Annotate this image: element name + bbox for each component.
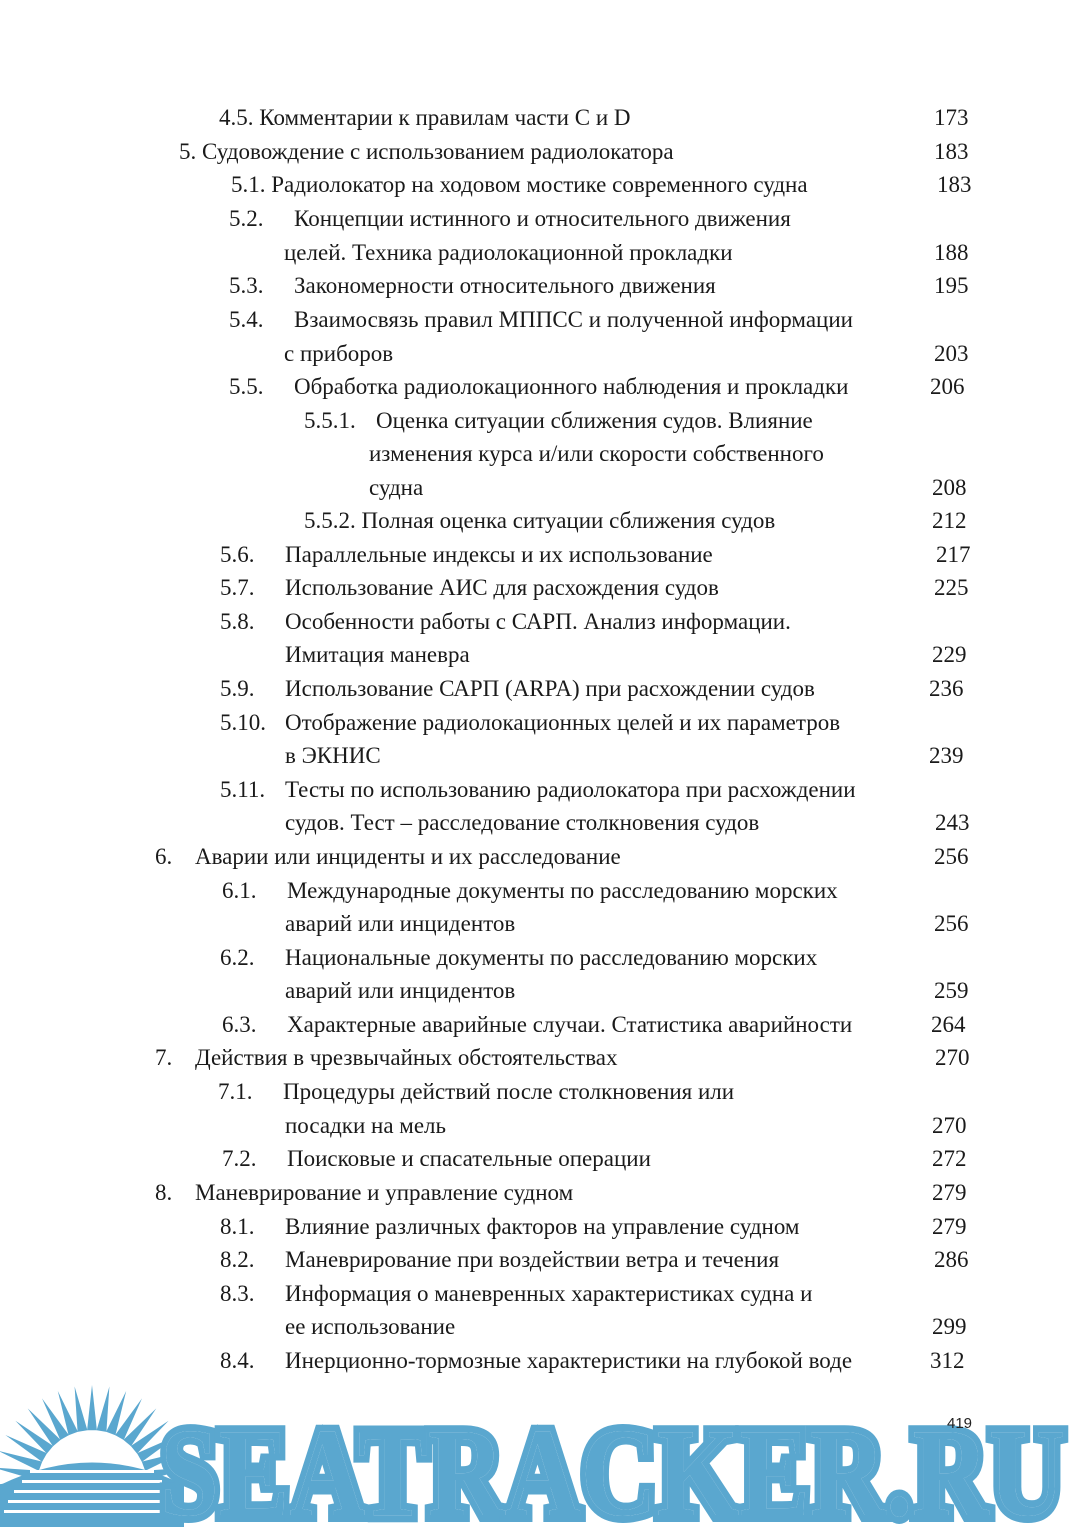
page-number: 419 (947, 1415, 973, 1432)
toc-page: 279 (932, 1214, 967, 1239)
toc-entry-5-5-1: Оценка ситуации сближения судов. Влияние (376, 408, 813, 433)
watermark-text-fill: SEATRACKER.RU (160, 1404, 1065, 1527)
toc-num: 8.1. (220, 1214, 255, 1239)
toc-entry-cont: изменения курса и/или скорости собственного (369, 441, 824, 466)
toc-entry-5-11: Тесты по использованию радиолокатора при расхождении (285, 777, 856, 802)
toc-entry-8: Маневрирование и управление судном (195, 1180, 574, 1205)
watermark-text: SEATRACKER.RU (160, 1404, 1065, 1527)
toc-page: 229 (932, 642, 967, 667)
seatracker-watermark (0, 1370, 1080, 1527)
toc-entry-7-2: Поисковые и спасательные операции (287, 1146, 651, 1171)
toc-page: 256 (934, 844, 969, 869)
toc-entry-cont: аварий или инцидентов (285, 911, 516, 936)
toc-num: 5.3. (229, 273, 264, 298)
toc-entry-4-5: 4.5. Комментарии к правилам части C и D (219, 105, 631, 130)
toc-num: 5.11. (220, 777, 266, 802)
toc-entry-8-3: Информация о маневренных характеристиках судна и (285, 1281, 813, 1306)
toc-num: 5.7. (220, 575, 255, 600)
toc-page: 212 (932, 508, 967, 533)
toc-num: 5.9. (220, 676, 255, 701)
toc-page: 272 (932, 1146, 967, 1171)
toc-page: 239 (929, 743, 964, 768)
toc-page: 259 (934, 978, 969, 1003)
toc-entry-5-6: Параллельные индексы и их использование (285, 542, 713, 567)
toc-page: 264 (931, 1012, 966, 1037)
toc-entry-5-7: Использование АИС для расхождения судов (285, 575, 719, 600)
toc-num: 8.3. (220, 1281, 255, 1306)
toc-entry-cont: целей. Техника радиолокационной прокладки (284, 240, 733, 265)
toc-entry-cont: с приборов (284, 341, 394, 366)
toc-num: 6.3. (222, 1012, 257, 1037)
toc-entry-7-1: Процедуры действий после столкновения или (283, 1079, 735, 1104)
toc-page: 286 (934, 1247, 969, 1272)
toc-page: 203 (934, 341, 969, 366)
toc-page: 279 (932, 1180, 967, 1205)
toc-entry-5-5-2: 5.5.2. Полная оценка ситуации сближения судов (304, 508, 776, 533)
toc-num: 6.1. (222, 878, 257, 903)
toc-num: 8. (155, 1180, 173, 1205)
toc-entry-5-1: 5.1. Радиолокатор на ходовом мостике современного судна (231, 172, 808, 197)
toc-entry-8-1: Влияние различных факторов на управление судном (285, 1214, 800, 1239)
toc-num: 5.2. (229, 206, 264, 231)
toc-entry-6: Аварии или инциденты и их расследование (195, 844, 621, 869)
toc-entry-cont: судов. Тест – расследование столкновения судов (285, 810, 760, 835)
toc-page: 188 (934, 240, 969, 265)
sun-ray (75, 1387, 88, 1432)
toc-entry-cont: судна (369, 475, 424, 500)
toc-num: 5.8. (220, 609, 255, 634)
toc-page: 256 (934, 911, 969, 936)
sun-ray (87, 1385, 97, 1430)
toc-num: 5.5. (229, 374, 264, 399)
toc-num: 5.10. (220, 710, 266, 735)
toc-entry-8-2: Маневрирование при воздействии ветра и течения (285, 1247, 780, 1272)
toc-num: 5.4. (229, 307, 264, 332)
toc-page: 206 (930, 374, 965, 399)
toc-entry-cont: аварий или инцидентов (285, 978, 516, 1003)
toc-page: 208 (932, 475, 967, 500)
toc-num: 6.2. (220, 945, 255, 970)
toc-num: 7.1. (218, 1079, 253, 1104)
toc-page: 195 (934, 273, 969, 298)
toc-num: 5.5.1. (304, 408, 356, 433)
toc-page: 243 (935, 810, 970, 835)
toc-entry-5-9: Использование САРП (ARPA) при расхождении судов (285, 676, 815, 701)
toc-page: 183 (937, 172, 972, 197)
toc-entry-cont: Имитация маневра (285, 642, 470, 667)
toc-page: 173 (934, 105, 969, 130)
toc-num: 8.4. (220, 1348, 255, 1373)
toc-entry-5-8: Особенности работы с САРП. Анализ информации. (285, 609, 791, 634)
toc-entry-cont: в ЭКНИС (285, 743, 381, 768)
toc-page: 183 (934, 139, 969, 164)
toc-entry-5-4: Взаимосвязь правил МППСС и полученной информации (294, 307, 853, 332)
toc-entry-cont: ее использование (285, 1314, 456, 1339)
toc-entry-6-2: Национальные документы по расследованию морских (285, 945, 818, 970)
toc-page: 225 (934, 575, 969, 600)
toc-page: 217 (936, 542, 971, 567)
toc-num: 6. (155, 844, 173, 869)
toc-entry-6-1: Международные документы по расследованию морских (287, 878, 838, 903)
toc-page: 270 (935, 1045, 970, 1070)
toc-page: 270 (932, 1113, 967, 1138)
toc-num: 5.6. (220, 542, 255, 567)
toc-entry-5-10: Отображение радиолокационных целей и их параметров (285, 710, 841, 735)
toc-entry-5-3: Закономерности относительного движения (294, 273, 716, 298)
toc-page: 299 (932, 1314, 967, 1339)
toc-entry-cont: посадки на мель (285, 1113, 447, 1138)
toc-page: 312 (930, 1348, 965, 1373)
toc-num: 7. (155, 1045, 173, 1070)
sun-ray (97, 1387, 110, 1432)
toc-entry-8-4: Инерционно-тормозные характеристики на глубокой воде (285, 1348, 853, 1373)
toc-entry-5-5: Обработка радиолокационного наблюдения и прокладки (294, 374, 849, 399)
toc-entry-5-2: Концепции истинного и относительного движения (294, 206, 791, 231)
toc-entry-6-3: Характерные аварийные случаи. Статистика аварийности (287, 1012, 853, 1037)
toc-num: 8.2. (220, 1247, 255, 1272)
toc-page: 236 (929, 676, 964, 701)
toc-entry-5: 5. Судовождение с использованием радиолокатора (179, 139, 674, 164)
toc-num: 7.2. (222, 1146, 257, 1171)
toc-entry-7: Действия в чрезвычайных обстоятельствах (195, 1045, 618, 1070)
